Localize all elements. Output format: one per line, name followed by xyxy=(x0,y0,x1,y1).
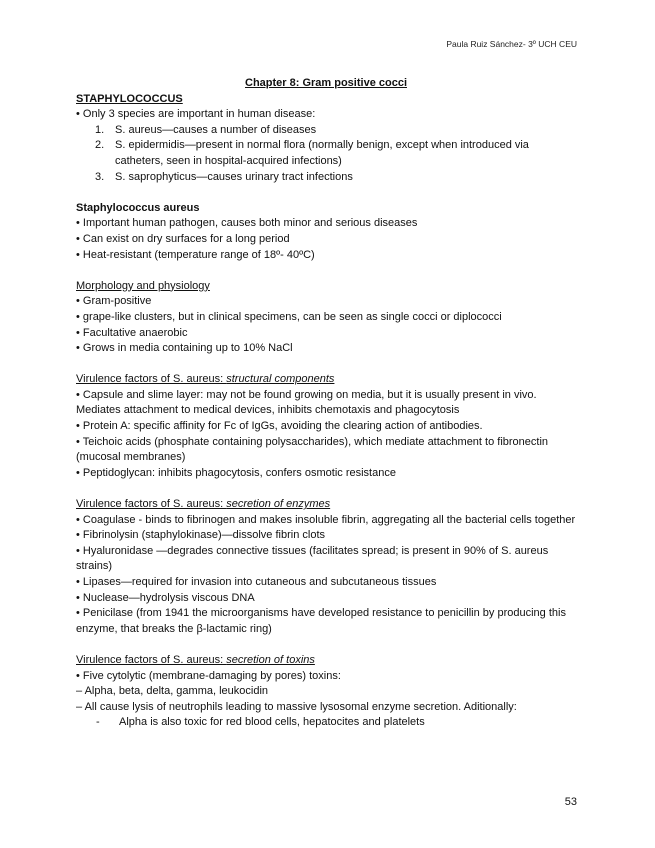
list-item: • Facultative anaerobic xyxy=(76,326,188,339)
list-item: 2. S. epidermidis—present in normal flora (normally benign, except when introduced via catheters, seen in hospital-acquired infections) xyxy=(95,139,529,167)
list-item: • Important human pathogen, causes both minor and serious diseases xyxy=(76,217,418,230)
list-item: • Heat-resistant (temperature range of 18º- 40ºC) xyxy=(76,248,315,261)
list-item: • Peptidoglycan: inhibits phagocytosis, confers osmotic resistance xyxy=(76,466,396,479)
list-item: • Protein A: specific affinity for Fc of IgGs, avoiding the clearing action of antibodies. xyxy=(76,420,483,433)
list-item: • Coagulase - binds to fibrinogen and makes insoluble fibrin, aggregating all the bacterial cells together xyxy=(76,513,576,526)
list-item: • Can exist on dry surfaces for a long period xyxy=(76,232,290,245)
list-item: • Five cytolytic (membrane-damaging by pores) toxins: xyxy=(76,669,341,682)
aureus-heading: Staphylococcus aureus xyxy=(76,201,200,214)
list-item: • Hyaluronidase —degrades connective tissues (facilitates spread; is present in 90% of S. aureus strains) xyxy=(76,544,549,573)
enzymes-heading: Virulence factors of S. aureus: secretion of enzymes xyxy=(76,498,331,511)
toxins-heading: Virulence factors of S. aureus: secretion of toxins xyxy=(76,653,315,666)
list-item: • Capsule and slime layer: may not be found growing on media, but it is usually present in vivo. Mediates attachment to medical devices, inhibits chemotaxis and phagocytosis xyxy=(76,388,537,417)
list-item: 1. S. aureus—causes a number of diseases xyxy=(95,123,317,136)
list-item: • Lipases—required for invasion into cutaneous and subcutaneous tissues xyxy=(76,576,437,588)
species-list xyxy=(76,123,576,185)
staphylococcus-heading: STAPHYLOCOCCUS xyxy=(76,92,183,105)
species-intro: • Only 3 species are important in human disease: xyxy=(76,108,316,121)
list-item: – Alpha, beta, delta, gamma, leukocidin xyxy=(76,685,269,698)
list-item: • Nuclease—hydrolysis viscous DNA xyxy=(76,591,255,604)
list-item: • Gram-positive xyxy=(76,295,152,308)
chapter-title: Chapter 8: Gram positive cocci xyxy=(245,77,407,89)
list-item: 3. S. saprophyticus—causes urinary tract infections xyxy=(95,170,353,183)
page-header-author: Paula Ruiz Sánchez- 3º UCH CEU xyxy=(446,39,577,49)
list-item: • Penicilase (from 1941 the microorganisms have developed resistance to penicillin by producing this enzyme, that breaks the β-lactamic ring) xyxy=(76,607,566,635)
page-number: 53 xyxy=(564,796,577,808)
document-body xyxy=(76,76,576,731)
list-item: - Alpha is also toxic for red blood cells, hepatocites and platelets xyxy=(96,716,425,729)
list-item: • Teichoic acids (phosphate containing polysaccharides), which mediate attachment to fibronectin (mucosal membranes) xyxy=(76,435,549,464)
list-item: • Grows in media containing up to 10% NaCl xyxy=(76,342,293,355)
list-item: – All cause lysis of neutrophils leading to massive lysosomal enzyme secretion. Aditionally: xyxy=(76,700,517,713)
list-item: • grape-like clusters, but in clinical specimens, can be seen as single cocci or diplococci xyxy=(76,310,502,323)
morphology-heading: Morphology and physiology xyxy=(76,279,210,292)
list-item: • Fibrinolysin (staphylokinase)—dissolve fibrin clots xyxy=(76,529,325,542)
structural-components-heading: Virulence factors of S. aureus: structural components xyxy=(76,373,335,386)
